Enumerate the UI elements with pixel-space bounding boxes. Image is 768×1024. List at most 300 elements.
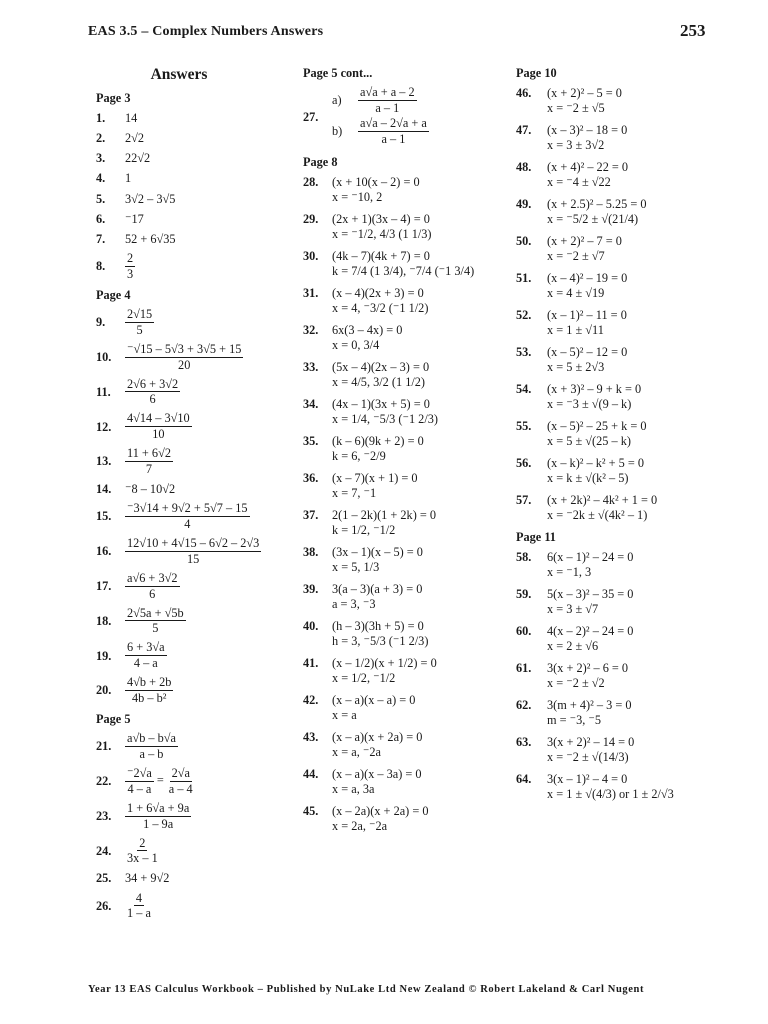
- equation-line: (x + 2k)² – 4k² + 1 = 0: [547, 493, 658, 508]
- numerator: 2: [139, 835, 146, 850]
- answers-column-2: [303, 62, 503, 841]
- solution-line: h = 3, ⁻5/3 (⁻1 2/3): [332, 633, 429, 648]
- solution-line: x = ⁻2k ± √(4k² – 1): [547, 508, 648, 523]
- section-heading-page4: Page 4: [96, 287, 131, 302]
- answer-number: 9.: [96, 315, 106, 330]
- answer-number: 35.: [303, 433, 319, 448]
- equation-line: (x + 2)² – 5 = 0: [547, 86, 622, 101]
- answer-item: [303, 508, 503, 538]
- answer-working: [547, 587, 633, 617]
- page8-answers: [303, 175, 503, 834]
- answer-item: [516, 772, 736, 802]
- answer-working: [332, 508, 436, 538]
- answer-item: [96, 837, 286, 866]
- answer-working: [547, 123, 627, 153]
- solution-line: k = 7/4 (1 3/4), ⁻7/4 (⁻1 3/4): [332, 263, 475, 278]
- equation-line: (2x + 1)(3x – 4) = 0: [332, 211, 430, 226]
- answer-item: [303, 286, 503, 316]
- denominator: 5: [136, 322, 143, 337]
- answer-value: [125, 308, 154, 337]
- fraction: [125, 837, 160, 866]
- answer-working: [547, 698, 632, 728]
- answer-item: [516, 661, 736, 691]
- answer-working: [332, 175, 420, 205]
- solution-line: m = ⁻3, ⁻5: [547, 713, 602, 728]
- answers-heading: Answers: [150, 66, 208, 83]
- answer-working: [547, 493, 657, 523]
- denominator: a – 1: [381, 131, 406, 146]
- fraction: [125, 412, 192, 441]
- denominator: 1 – 9a: [143, 816, 174, 831]
- solution-line: x = 2a, ⁻2a: [332, 818, 388, 833]
- numerator: ⁻3√14 + 9√2 + 5√7 – 15: [127, 501, 248, 516]
- answer-working: [332, 804, 429, 834]
- solution-line: x = 3 ± √7: [547, 602, 599, 617]
- answer-number: 59.: [516, 587, 532, 602]
- section-heading-page8: Page 8: [303, 154, 338, 169]
- answer-working: [547, 772, 674, 802]
- denominator: a – b: [139, 747, 164, 762]
- answer-value: ⁻8 – 10√2: [125, 481, 176, 496]
- equation-line: (x + 2.5)² – 5.25 = 0: [547, 197, 647, 212]
- answer-item: [96, 732, 286, 761]
- equation-line: (x – 7)(x + 1) = 0: [332, 470, 418, 485]
- solution-line: x = 4/5, 3/2 (1 1/2): [332, 374, 426, 389]
- answer-number: 19.: [96, 648, 112, 663]
- answer-value: [125, 676, 173, 705]
- answer-item: [303, 730, 503, 760]
- solution-line: x = ⁻2 ± √(14/3): [547, 750, 629, 765]
- answer-item: [303, 249, 503, 279]
- answer-working: [547, 271, 627, 301]
- answer-value: [125, 502, 250, 531]
- answer-value: [125, 767, 195, 796]
- part-label: b): [332, 124, 343, 139]
- answer-value: 34 + 9√2: [125, 871, 170, 886]
- equation-line: 4(x – 2)² – 24 = 0: [547, 624, 634, 639]
- answer-number: 21.: [96, 739, 112, 754]
- answer-value: [125, 572, 180, 601]
- answer-number: 16.: [96, 544, 112, 559]
- answer-number: 10.: [96, 350, 112, 365]
- answer-27b: [332, 117, 429, 146]
- answer-item: [516, 234, 736, 264]
- equation-line: 3(x + 2)² – 14 = 0: [547, 735, 635, 750]
- solution-line: x = 3 ± 3√2: [547, 138, 605, 153]
- answer-value: ⁻17: [125, 211, 144, 226]
- answer-number: 56.: [516, 456, 532, 471]
- answer-working: [332, 286, 428, 316]
- answer-working: [547, 308, 627, 338]
- fraction: [358, 86, 417, 115]
- answer-item: [96, 607, 286, 636]
- answer-number: 45.: [303, 803, 319, 818]
- answer-number: 26.: [96, 898, 112, 913]
- answer-item: [96, 252, 286, 281]
- numerator: 4: [135, 890, 143, 905]
- equation-line: 2(1 – 2k)(1 + 2k) = 0: [332, 507, 437, 522]
- answer-item: [303, 434, 503, 464]
- answer-item: [516, 735, 736, 765]
- answer-value: [125, 252, 135, 281]
- fraction: [125, 502, 250, 531]
- equation-line: (x – 2a)(x + 2a) = 0: [332, 803, 429, 818]
- answer-item: [303, 804, 503, 834]
- solution-line: x = k ± √(k² – 5): [547, 471, 629, 486]
- answer-item: [516, 382, 736, 412]
- denominator: 4: [184, 517, 191, 531]
- solution-line: x = 5 ± 2√3: [547, 360, 605, 375]
- answer-working: [332, 545, 423, 575]
- answer-item: [303, 212, 503, 242]
- answer-number: 64.: [516, 772, 532, 787]
- answer-item: [516, 308, 736, 338]
- answer-number: 3.: [96, 151, 106, 166]
- numerator: 6 + 3√a: [127, 640, 165, 655]
- answer-item: [96, 378, 286, 407]
- solution-line: x = ⁻1/2, 4/3 (1 1/3): [332, 226, 432, 241]
- answer-value: [125, 447, 173, 476]
- fraction: [125, 572, 180, 601]
- equation-line: (k – 6)(9k + 2) = 0: [332, 433, 424, 448]
- answer-working: [547, 735, 634, 765]
- answer-working: [332, 212, 432, 242]
- equation-line: 3(a – 3)(a + 3) = 0: [332, 581, 423, 596]
- answer-number: 39.: [303, 581, 319, 596]
- fraction: [125, 676, 173, 705]
- equation-line: (x – 4)(2x + 3) = 0: [332, 285, 424, 300]
- answer-number: 31.: [303, 285, 319, 300]
- denominator: 7: [145, 462, 153, 477]
- answer-working: [547, 661, 628, 691]
- numerator: 12√10 + 4√15 – 6√2 – 2√3: [127, 535, 260, 550]
- answer-value: [125, 378, 180, 407]
- answer-value: [125, 607, 186, 636]
- answer-item: [516, 698, 736, 728]
- answer-item: [96, 131, 286, 145]
- answer-number: 50.: [516, 234, 532, 249]
- answer-27-parts: [332, 86, 429, 148]
- answer-item: [96, 641, 286, 670]
- answer-number: 47.: [516, 123, 532, 138]
- answer-number: 51.: [516, 271, 532, 286]
- answer-value: 52 + 6√35: [125, 231, 176, 246]
- numerator: a√b – b√a: [127, 731, 177, 746]
- answer-working: [332, 730, 422, 760]
- fraction: [125, 732, 178, 761]
- answer-number: 15.: [96, 509, 112, 524]
- equation-line: (x – a)(x – a) = 0: [332, 692, 416, 707]
- solution-line: x = a, 3a: [332, 781, 375, 796]
- answer-item: [96, 767, 286, 796]
- page4-answers: [96, 308, 286, 705]
- section-heading-page11: Page 11: [516, 530, 556, 545]
- answer-working: [332, 360, 429, 390]
- answer-number: 49.: [516, 197, 532, 212]
- answer-item: [303, 175, 503, 205]
- answer-item: [303, 656, 503, 686]
- answer-number: 58.: [516, 550, 532, 565]
- answer-number: 54.: [516, 382, 532, 397]
- equation-line: (x – k)² – k² + 5 = 0: [547, 456, 645, 471]
- equation-line: (3x – 1)(x – 5) = 0: [332, 544, 423, 559]
- solution-line: x = ⁻1, 3: [547, 565, 592, 580]
- equation-line: 3(x + 2)² – 6 = 0: [547, 661, 629, 676]
- numerator: 4√14 – 3√10: [127, 411, 190, 426]
- page11-answers: [516, 550, 736, 802]
- solution-line: x = 0, 3/4: [332, 337, 380, 352]
- answer-number: 57.: [516, 493, 532, 508]
- answer-number: 46.: [516, 86, 532, 101]
- answer-value: 3√2 – 3√5: [125, 191, 176, 206]
- page-footer: Year 13 EAS Calculus Workbook – Published by NuLake Ltd New Zealand © Robert Lakeland & Carl Nugent: [88, 984, 645, 995]
- answer-value: 1: [125, 171, 132, 186]
- answer-value: [125, 641, 167, 670]
- solution-line: x = 4, ⁻3/2 (⁻1 1/2): [332, 300, 429, 315]
- answer-27a: [332, 86, 429, 115]
- answer-item: [303, 323, 503, 353]
- answer-item: [516, 456, 736, 486]
- solution-line: x = ⁻2 ± √7: [547, 249, 605, 264]
- answer-number: 61.: [516, 661, 532, 676]
- answer-item: [516, 587, 736, 617]
- answer-number: 1.: [96, 110, 106, 125]
- answer-number: 18.: [96, 613, 112, 628]
- section-heading-page5: Page 5: [96, 711, 131, 726]
- answer-number: 7.: [96, 231, 106, 246]
- answer-item: [96, 537, 286, 566]
- answer-number: 32.: [303, 322, 319, 337]
- equation-line: (x – 1)² – 11 = 0: [547, 308, 627, 323]
- answer-item: [516, 86, 736, 116]
- answer-value: 2√2: [125, 131, 145, 146]
- answer-item: [516, 345, 736, 375]
- answer-value: [125, 343, 243, 372]
- answer-number: 6.: [96, 211, 106, 226]
- answer-working: [332, 619, 428, 649]
- answer-item: [516, 419, 736, 449]
- fraction: [167, 767, 195, 796]
- answer-item: [303, 545, 503, 575]
- solution-line: x = ⁻4 ± √22: [547, 175, 611, 190]
- equation-line: 5(x – 3)² – 35 = 0: [547, 587, 634, 602]
- answer-number: 40.: [303, 618, 319, 633]
- solution-line: a = 3, ⁻3: [332, 596, 376, 611]
- numerator: 4√b + 2b: [127, 675, 172, 690]
- solution-line: k = 1/2, ⁻1/2: [332, 522, 396, 537]
- solution-line: x = 5 ± √(25 – k): [547, 434, 631, 449]
- solution-line: x = 1 ± √11: [547, 323, 604, 338]
- solution-line: x = 7, ⁻1: [332, 485, 377, 500]
- answer-number: 62.: [516, 698, 532, 713]
- answers-column-3: [516, 62, 736, 809]
- solution-line: x = 4 ± √19: [547, 286, 605, 301]
- answer-working: [547, 550, 633, 580]
- solution-line: x = ⁻5/2 ± √(21/4): [547, 212, 639, 227]
- answer-item: [96, 151, 286, 165]
- answer-item: [96, 192, 286, 206]
- denominator: 3: [127, 266, 134, 281]
- answer-number: 60.: [516, 624, 532, 639]
- answer-number: 28.: [303, 174, 319, 189]
- solution-line: x = 2 ± √6: [547, 639, 599, 654]
- answer-number: 5.: [96, 191, 106, 206]
- equation-line: (4k – 7)(4k + 7) = 0: [332, 248, 430, 263]
- denominator: 1 – a: [127, 906, 151, 921]
- answer-working: [332, 323, 402, 353]
- answer-item: [96, 802, 286, 831]
- fraction: [125, 641, 167, 670]
- answer-working: [332, 656, 437, 686]
- answer-working: [332, 693, 415, 723]
- answer-item: [516, 271, 736, 301]
- answer-number: 14.: [96, 481, 112, 496]
- solution-line: x = 1 ± √(4/3) or 1 ± 2/√3: [547, 787, 674, 802]
- answer-number: 23.: [96, 809, 112, 824]
- numerator: 2√a: [171, 765, 190, 780]
- fraction: [125, 252, 135, 281]
- answer-working: [332, 767, 422, 797]
- answers-column-1: [96, 62, 286, 926]
- answer-value: [125, 732, 178, 761]
- equation-line: 6(x – 1)² – 24 = 0: [547, 550, 634, 565]
- equals-sign: =: [156, 773, 164, 788]
- page5-answers: [96, 732, 286, 920]
- numerator: 2√15: [127, 306, 153, 321]
- fraction: [125, 537, 261, 566]
- answer-working: [547, 197, 647, 227]
- solution-line: x = ⁻2 ± √2: [547, 676, 605, 691]
- page-number: 253: [680, 21, 706, 40]
- equation-line: (x + 3)² – 9 + k = 0: [547, 382, 642, 397]
- denominator: 3x – 1: [127, 851, 158, 866]
- equation-line: (x – 1/2)(x + 1/2) = 0: [332, 655, 437, 670]
- answer-working: [547, 86, 622, 116]
- answer-number: 30.: [303, 248, 319, 263]
- section-heading-page10: Page 10: [516, 66, 557, 80]
- equation-line: (x + 10(x – 2) = 0: [332, 174, 420, 189]
- fraction: [125, 892, 153, 921]
- answer-number: 33.: [303, 359, 319, 374]
- answer-item: [96, 871, 286, 885]
- page10-answers: [516, 86, 736, 523]
- answer-item: [303, 471, 503, 501]
- numerator: 11 + 6√2: [127, 446, 171, 461]
- answer-item: [96, 212, 286, 226]
- equation-line: (5x – 4)(2x – 3) = 0: [332, 359, 430, 374]
- denominator: 10: [152, 427, 165, 442]
- fraction: [125, 802, 191, 831]
- answer-item: [96, 676, 286, 705]
- equation-line: 3(x – 1)² – 4 = 0: [547, 772, 628, 787]
- answer-number: 25.: [96, 871, 112, 886]
- answer-value: 22√2: [125, 151, 151, 166]
- answer-item: [303, 360, 503, 390]
- answer-working: [332, 582, 422, 612]
- answer-value: [125, 412, 192, 441]
- solution-line: x = ⁻10, 2: [332, 189, 383, 204]
- denominator: 4 – a: [127, 781, 152, 796]
- answer-item: [303, 582, 503, 612]
- page3-answers: [96, 111, 286, 281]
- equation-line: (x – 4)² – 19 = 0: [547, 271, 628, 286]
- answer-number: 43.: [303, 729, 319, 744]
- answer-item: [303, 619, 503, 649]
- answer-item: [96, 502, 286, 531]
- answer-item: [516, 123, 736, 153]
- equation-line: (h – 3)(3h + 5) = 0: [332, 618, 424, 633]
- answer-working: [332, 471, 418, 501]
- answer-value: [125, 802, 191, 831]
- answer-number: 63.: [516, 735, 532, 750]
- fraction: [125, 607, 186, 636]
- answer-working: [547, 234, 622, 264]
- answer-item: [96, 232, 286, 246]
- denominator: 15: [187, 551, 200, 566]
- answer-value: [125, 892, 153, 921]
- answer-item: [96, 412, 286, 441]
- solution-line: x = a, ⁻2a: [332, 744, 381, 759]
- answer-working: [332, 434, 424, 464]
- equation-line: (x – 3)² – 18 = 0: [547, 123, 628, 138]
- answer-value: 14: [125, 110, 138, 125]
- denominator: 4 – a: [133, 656, 158, 671]
- equation-line: 3(m + 4)² – 3 = 0: [547, 698, 632, 713]
- answer-number: 2.: [96, 131, 106, 146]
- solution-line: x = 1/2, ⁻1/2: [332, 670, 396, 685]
- answer-number: 44.: [303, 766, 319, 781]
- answer-number: 8.: [96, 259, 106, 274]
- answer-item: [96, 111, 286, 125]
- answer-number: 4.: [96, 171, 106, 186]
- answer-item: [516, 197, 736, 227]
- solution-line: k = 6, ⁻2/9: [332, 448, 386, 463]
- numerator: ⁻2√a: [127, 765, 152, 780]
- fraction: [125, 343, 243, 372]
- fraction: [125, 308, 154, 337]
- answer-working: [547, 624, 633, 654]
- answer-number: 34.: [303, 396, 319, 411]
- answer-item: [516, 160, 736, 190]
- section-heading-page5-cont: Page 5 cont...: [303, 66, 373, 80]
- answer-item: [96, 343, 286, 372]
- solution-line: x = a: [332, 707, 357, 722]
- equation-line: (x + 4)² – 22 = 0: [547, 160, 629, 175]
- equation-line: (x + 2)² – 7 = 0: [547, 234, 622, 249]
- answer-working: [547, 419, 647, 449]
- denominator: 5: [152, 621, 159, 636]
- answer-item: [516, 550, 736, 580]
- answer-item: [516, 624, 736, 654]
- answer-item: [96, 572, 286, 601]
- answer-number: 41.: [303, 655, 319, 670]
- answer-item: [96, 308, 286, 337]
- numerator: 2: [127, 250, 134, 265]
- part-label: a): [332, 93, 342, 108]
- answer-number: 48.: [516, 160, 532, 175]
- answer-item: [96, 447, 286, 476]
- answer-number: 55.: [516, 419, 532, 434]
- answer-item: [303, 397, 503, 427]
- answer-number: 37.: [303, 507, 319, 522]
- answer-item: [303, 767, 503, 797]
- answer-number: 20.: [96, 683, 112, 698]
- answer-value: [125, 837, 160, 866]
- numerator: 1 + 6√a + 9a: [127, 800, 190, 815]
- answer-item: [96, 892, 286, 921]
- numerator: 2√6 + 3√2: [127, 376, 179, 391]
- section-heading-page3: Page 3: [96, 90, 131, 105]
